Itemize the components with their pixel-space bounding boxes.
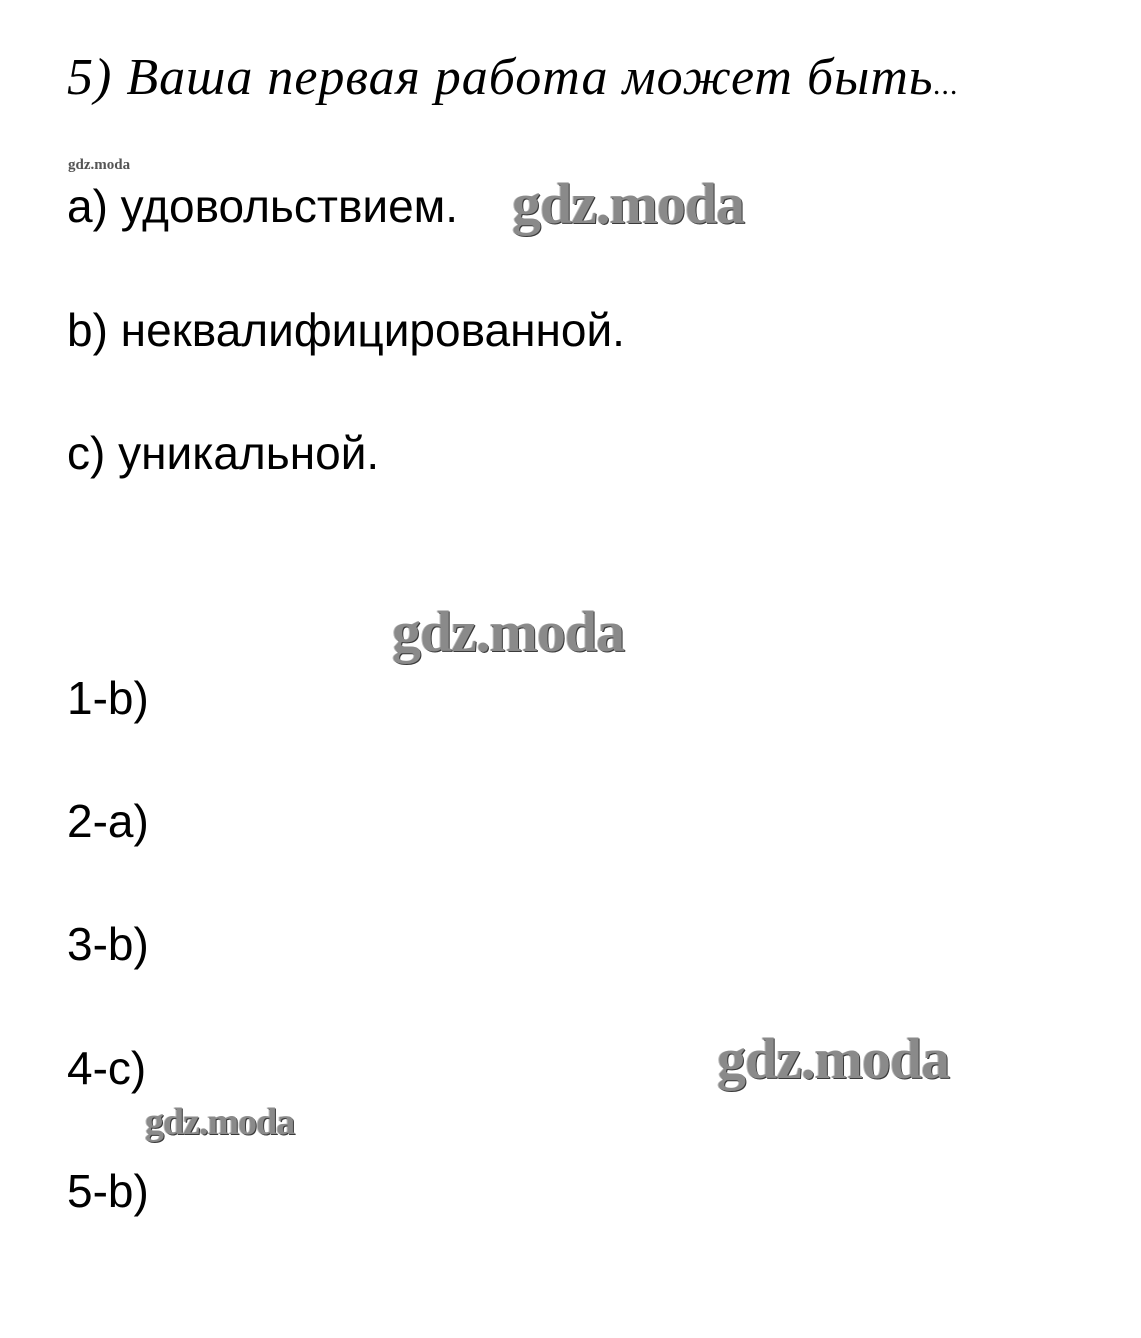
watermark-center: gdz.moda: [392, 599, 625, 664]
question-text: [67, 48, 959, 115]
question-ellipsis: ...: [933, 68, 960, 101]
watermark-tiny: gdz.moda: [68, 157, 131, 173]
question-label: 5) Ваша первая работа может быть: [67, 49, 934, 106]
answer-4: 4-c): [67, 1042, 147, 1094]
watermark-right: gdz.moda: [717, 1026, 950, 1091]
watermark-small: gdz.moda: [145, 1101, 295, 1143]
answer-2: 2-a): [67, 795, 149, 847]
answer-5: 5-b): [67, 1165, 149, 1217]
option-b: b) неквалифицированной.: [67, 304, 625, 356]
answer-1: 1-b): [67, 672, 149, 724]
option-a: a) удовольствием.: [67, 180, 459, 232]
watermark-option-a: gdz.moda: [512, 171, 745, 236]
answer-3: 3-b): [67, 918, 149, 970]
option-c: c) уникальной.: [67, 427, 380, 479]
